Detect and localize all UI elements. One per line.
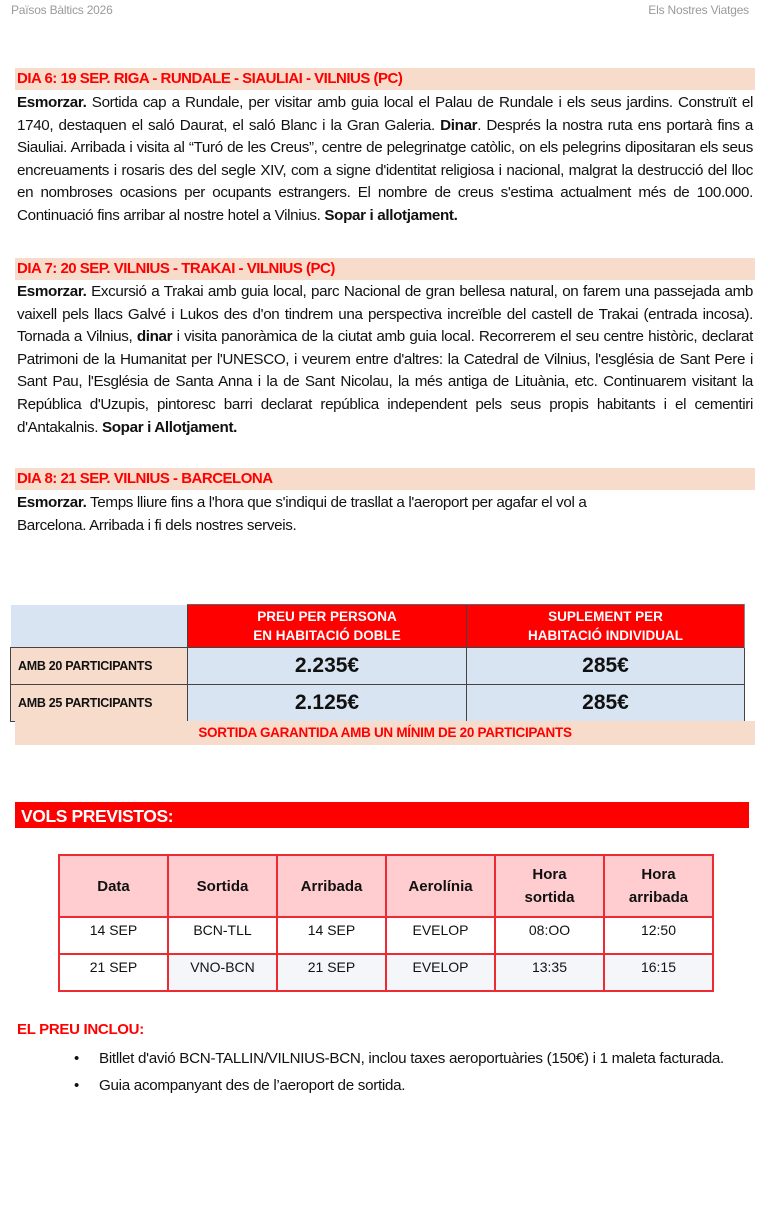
day-6-title: DIA 6: 19 SEP. RIGA - RUNDALE - SIAULIAI - VILNIUS (PC) bbox=[15, 68, 755, 90]
day-7-closing: Sopar i Allotjament. bbox=[101, 418, 238, 436]
flight-departure-time: 08:OO bbox=[495, 917, 604, 954]
day-7-title: DIA 7: 20 SEP. VILNIUS - TRAKAI - VILNIUS (PC) bbox=[15, 258, 755, 280]
price-table-header-row bbox=[11, 605, 745, 648]
header-agency-name: Els Nostres Viatges bbox=[648, 3, 749, 17]
day-6-breakfast: Esmorzar. bbox=[17, 94, 87, 111]
day-6-text-part2: . Després la nostra ruta ens portarà fins a Siauliai. Arribada i visita al “Turó de les Creus”, centre de pelegrinatge catòlic, on els pelegrins dipositaran els seus encreuaments i rosaris des del segle XIV, com a signe d'identitat religiosa i nacional, malgrat la destrucció del lloc en nombroses ocasions per ocupants estrangers. El nombre de creus s'estima actualment més de 100.000. Continuació fins arribar al nostre hotel a Vilnius. bbox=[17, 116, 753, 224]
flights-section-title: VOLS PREVISTOS: bbox=[15, 802, 749, 828]
day-6-text-part1: Sortida cap a Rundale, per visitar amb guia local el Palau de Rundale i els seus jardins. Construït el 1740, destaquen el saló Daurat, el saló Blanc i la Gran Galeria. bbox=[17, 94, 753, 134]
day-7-breakfast: Esmorzar. bbox=[17, 283, 87, 300]
flights-col-departure: Sortida bbox=[168, 855, 277, 917]
day-7-text-part2: i visita panoràmica de la ciutat amb guia local. Recorrerem el seu centre històric, declarat Patrimoni de la Humanitat per l'UNESCO, i veurem entre d'altres: la Catedral de Vilnius, l'església de Sant Pere i Sant Pau, l'Església de Santa Anna i la de Sant Nicolau, la més antiga de Lituània, etc. Continuarem visitant la República d'Uzupis, pintoresc barri declarat república independent pels seus propis habitants i el cementiri d'Antakalnis. bbox=[17, 328, 753, 436]
day-8-text-part2: Barcelona. Arribada i fi dels nostres serveis. bbox=[17, 516, 297, 534]
flights-col-date: Data bbox=[59, 855, 168, 917]
price-header-double-line2: EN HABITACIÓ DOBLE bbox=[253, 628, 401, 643]
flight-arrival-date: 21 SEP bbox=[277, 954, 386, 991]
price-header-double-line1: PREU PER PERSONA bbox=[257, 609, 397, 624]
price-table-corner bbox=[11, 605, 188, 648]
include-item-text: Guia acompanyant des de l’aeroport de sortida. bbox=[99, 1077, 406, 1094]
day-6-closing: Sopar i allotjament. bbox=[324, 206, 458, 224]
price-double-value: 2.235€ bbox=[188, 648, 467, 685]
price-header-double bbox=[188, 605, 467, 648]
day-7-text-part1: Excursió a Trakai amb guia local, parc Nacional de gran bellesa natural, on farem una passejada amb vaixell pels llacs Galvé i Lukos des d'on tindrem una perspectiva increïble del castell de Trakai (entrada incosa). Tornada a Vilnius, bbox=[17, 283, 753, 346]
price-header-single-line1: SUPLEMENT PER bbox=[548, 609, 663, 624]
flights-col-departure-time: Hora sortida bbox=[495, 855, 604, 917]
day-6-description bbox=[17, 92, 753, 228]
list-item bbox=[74, 1047, 754, 1071]
price-single-supplement-value: 285€ bbox=[467, 648, 745, 685]
price-row bbox=[11, 648, 745, 685]
day-7-lunch: dinar bbox=[136, 328, 173, 346]
day-7-description bbox=[17, 281, 753, 439]
day-8-description bbox=[17, 492, 753, 537]
bullet-icon: • bbox=[74, 1050, 79, 1067]
price-row-label: AMB 25 PARTICIPANTS bbox=[11, 685, 188, 722]
flight-departure-time: 13:35 bbox=[495, 954, 604, 991]
day-8-text-part1: Temps lliure fins a l'hora que s'indiqui de trasllat a l'aeroport per agafar el vol a bbox=[86, 494, 587, 511]
flight-arrival-date: 14 SEP bbox=[277, 917, 386, 954]
guaranteed-departure-note: SORTIDA GARANTIDA AMB UN MÍNIM DE 20 PARTICIPANTS bbox=[15, 721, 755, 745]
flight-arrival-time: 12:50 bbox=[604, 917, 713, 954]
page-header bbox=[0, 3, 780, 21]
day-8-title: DIA 8: 21 SEP. VILNIUS - BARCELONA bbox=[15, 468, 755, 490]
price-double-value: 2.125€ bbox=[188, 685, 467, 722]
day-6-lunch: Dinar bbox=[440, 116, 478, 134]
flights-col-airline: Aerolínia bbox=[386, 855, 495, 917]
flight-route: BCN-TLL bbox=[168, 917, 277, 954]
flight-row bbox=[59, 954, 713, 991]
flight-airline: EVELOP bbox=[386, 917, 495, 954]
flight-arrival-time: 16:15 bbox=[604, 954, 713, 991]
flights-col-arrival: Arribada bbox=[277, 855, 386, 917]
bullet-icon: • bbox=[74, 1077, 79, 1094]
list-item bbox=[74, 1074, 754, 1098]
price-header-single-line2: HABITACIÓ INDIVIDUAL bbox=[528, 628, 683, 643]
flight-route: VNO-BCN bbox=[168, 954, 277, 991]
price-row-label: AMB 20 PARTICIPANTS bbox=[11, 648, 188, 685]
include-item-text: Bitllet d'avió BCN-TALLIN/VILNIUS-BCN, inclou taxes aeroportuàries (150€) i 1 maleta facturada. bbox=[99, 1050, 724, 1067]
flights-table bbox=[58, 854, 714, 992]
flight-row bbox=[59, 917, 713, 954]
price-header-single bbox=[467, 605, 745, 648]
flights-header-row bbox=[59, 855, 713, 917]
flight-date: 14 SEP bbox=[59, 917, 168, 954]
flight-airline: EVELOP bbox=[386, 954, 495, 991]
price-includes-list bbox=[74, 1047, 754, 1101]
flight-date: 21 SEP bbox=[59, 954, 168, 991]
header-trip-name: Països Bàltics 2026 bbox=[11, 3, 113, 17]
price-row bbox=[11, 685, 745, 722]
flights-col-arrival-time: Hora arribada bbox=[604, 855, 713, 917]
price-single-supplement-value: 285€ bbox=[467, 685, 745, 722]
price-includes-title: EL PREU INCLOU: bbox=[17, 1021, 144, 1038]
price-table bbox=[10, 604, 745, 722]
day-8-breakfast: Esmorzar. bbox=[17, 494, 87, 511]
